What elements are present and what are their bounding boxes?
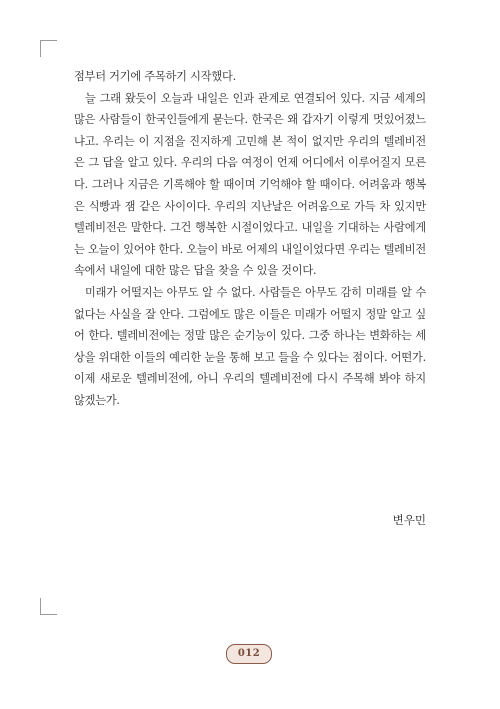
body-text (74, 66, 426, 412)
page-number: 012 (226, 644, 272, 664)
paragraph-continuation: 점부터 거기에 주목하기 시작했다. (74, 70, 236, 83)
crop-mark-top (40, 40, 57, 57)
paragraph-3: 미래가 어떨지는 아무도 알 수 없다. 사람들은 아무도 감히 미래를 알 수 없다는 사실을 잘 안다. 그럼에도 많은 이들은 미래가 어떨지 정말 알고 싶어 한다. 텔레비전에는 정말 많은 순기능이 있다. 그중 하나는 변화하는 세상을 위대한 이들의 예리한 눈을 통해 보고 들을 수 있다는 점이다. 어떤가. 이제 새로운 텔레비전에, 아니 우리의 텔레비전에 다시 주목해 봐야 하지 않겠는가. (74, 285, 426, 407)
crop-mark-bottom (40, 598, 57, 615)
author-signature: 변우민 (392, 513, 426, 527)
paragraph-2: 늘 그래 왔듯이 오늘과 내일은 인과 관계로 연결되어 있다. 지금 세계의 많은 사람들이 한국인들에게 묻는다. 한국은 왜 갑자기 이렇게 멋있어졌느냐고. 우리는 이 지점을 진지하게 고민해 본 적이 없지만 우리의 텔레비전은 그 답을 알고 있다. 우리의 다음 여정이 언제 어디에서 이루어질지 모른다. 그러나 지금은 기록해야 할 때이며 기억해야 할 때이다. 어려움과 행복은 식빵과 잼 같은 사이이다. 우리의 지난날은 어려움으로 가득 차 있지만 텔레비전은 말한다. 그건 행복한 시절이었다고. 내일을 기대하는 사람에게는 오늘이 있어야 한다. 오늘이 바로 어제의 내일이었다면 우리는 텔레비전 속에서 내일에 대한 많은 답을 찾을 수 있을 것이다. (74, 91, 426, 278)
